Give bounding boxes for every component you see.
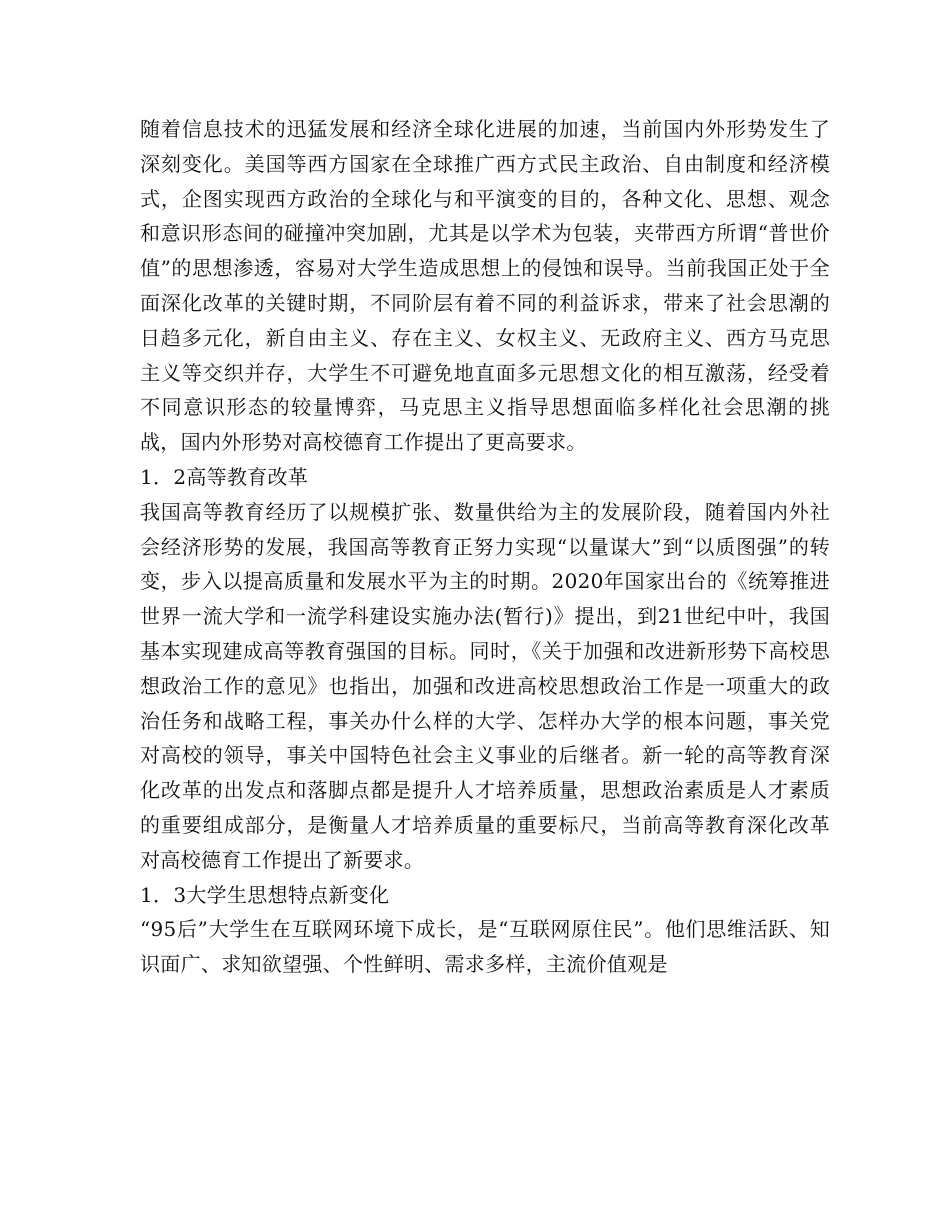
paragraph-domestic-international-situation: 随着信息技术的迅猛发展和经济全球化进展的加速，当前国内外形势发生了深刻变化。美国等西方国家在全球推广西方式民主政治、自由制度和经济模式，企图实现西方政治的全球化与和平演变的目的，各种文化、思想、观念和意识形态间的碰撞冲突加剧，尤其是以学术为包装，夹带西方所谓“普世价值”的思想渗透，容易对大学生造成思想上的侵蚀和误导。当前我国正处于全面深化改革的关键时期，不同阶层有着不同的利益诉求，带来了社会思潮的日趋多元化，新自由主义、存在主义、女权主义、无政府主义、西方马克思主义等交织并存，大学生不可避免地直面多元思想文化的相互激荡，经受着不同意识形态的较量博弈，马克思主义指导思想面临多样化社会思潮的挑战，国内外形势对高校德育工作提出了更高要求。 — [140, 117, 830, 455]
paragraph-student-thinking-changes: “95后”大学生在互联网环境下成长，是“互联网原住民”。他们思维活跃、知识面广、求知欲望强、个性鲜明、需求多样，主流价值观是 — [140, 917, 830, 977]
section-heading-student-thinking-changes: 1．3大学生思想特点新变化 — [140, 882, 390, 907]
section-heading-higher-education-reform: 1．2高等教育改革 — [140, 464, 309, 489]
paragraph-higher-education-reform: 我国高等教育经历了以规模扩张、数量供给为主的发展阶段，随着国内外社会经济形势的发展，我国高等教育正努力实现“以量谋大”到“以质图强”的转变，步入以提高质量和发展水平为主的时期。2020年国家出台的《统筹推进世界一流大学和一流学科建设实施办法(暂行)》提出，到21世纪中叶，我国基本实现建成高等教育强国的目标。同时，《关于加强和改进新形势下高校思想政治工作的意见》也指出，加强和改进高校思想政治工作是一项重大的政治任务和战略工程，事关办什么样的大学、怎样办大学的根本问题，事关党对高校的领导，事关中国特色社会主义事业的后继者。新一轮的高等教育深化改革的出发点和落脚点都是提升人才培养质量，思想政治素质是人才素质的重要组成部分，是衡量人才培养质量的重要标尺，当前高等教育深化改革对高校德育工作提出了新要求。 — [140, 499, 830, 872]
document-body — [140, 112, 830, 982]
